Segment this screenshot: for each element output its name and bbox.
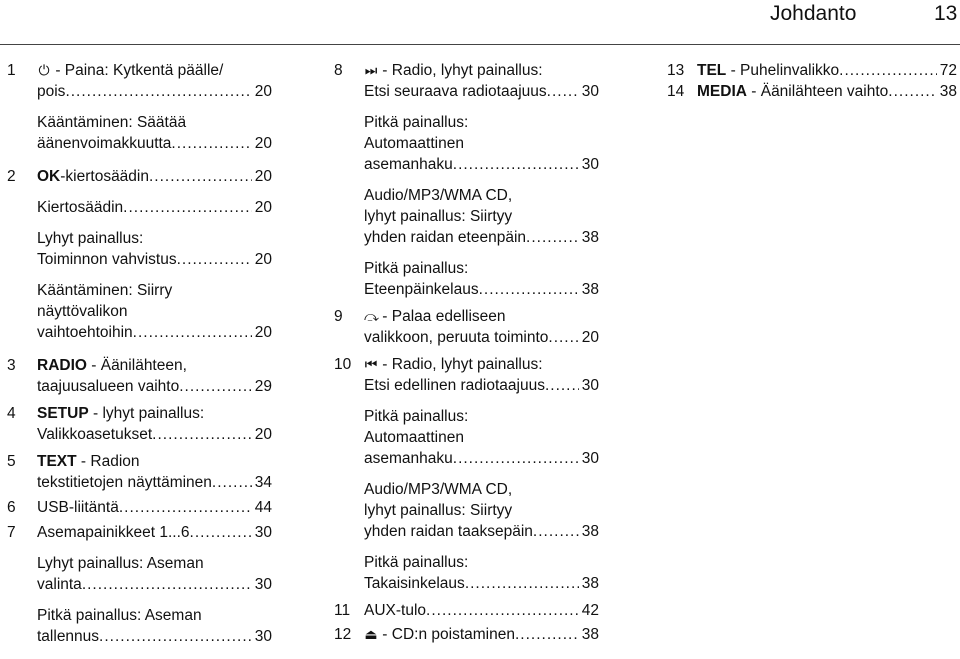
entry-number: 12 (334, 626, 352, 643)
entry-text: Asemapainikkeet 1...6 (37, 524, 190, 541)
page-ref: 38 (581, 281, 599, 298)
next-track-icon: ⏭ (364, 62, 378, 78)
index-entry-10 (334, 354, 599, 594)
back-icon: ⤼ (364, 308, 379, 324)
key-label: RADIO (37, 357, 87, 374)
page-ref: 30 (254, 524, 272, 541)
page-ref: 30 (581, 83, 599, 100)
entry-text: Toiminnon vahvistus (37, 251, 177, 268)
index-entry-12 (334, 624, 599, 645)
index-column-2 (334, 60, 599, 657)
entry-number: 2 (7, 168, 16, 185)
entry-text: - Palaa edelliseen (378, 308, 506, 325)
entry-number: 1 (7, 62, 16, 79)
entry-text: yhden raidan eteenpäin (364, 229, 527, 246)
header-rule (0, 44, 960, 45)
index-entry-5 (7, 451, 272, 493)
entry-text: - Äänilähteen, (86, 357, 187, 374)
entry-text: Lyhyt painallus: Aseman (37, 555, 204, 572)
entry-text: Pitkä painallus: (364, 408, 469, 425)
entry-text: asemanhaku (364, 450, 453, 467)
index-entry-2 (7, 166, 272, 343)
entry-text: Etsi edellinen radiotaajuus (364, 377, 545, 394)
entry-number: 8 (334, 62, 343, 79)
previous-track-icon: ⏮ (364, 356, 378, 372)
index-entry-13 (667, 60, 957, 81)
entry-text: pois (37, 83, 66, 100)
page-ref: 42 (581, 602, 599, 619)
entry-text: - Radion (76, 453, 140, 470)
entry-text: - Paina: Kytkentä päälle/ (55, 62, 224, 79)
eject-icon: ⏏ (364, 626, 378, 642)
key-label: TEXT (37, 453, 77, 470)
index-entry-14 (667, 81, 957, 102)
key-label: TEL (697, 62, 727, 79)
page-ref: 20 (254, 251, 272, 268)
page-ref: 38 (939, 83, 957, 100)
entry-number: 14 (667, 83, 685, 100)
entry-text: - lyhyt painallus: (88, 405, 205, 422)
entry-text: - CD:n poistaminen (378, 626, 515, 643)
entry-text: tallennus (37, 628, 100, 645)
entry-text: vaihtoehtoihin (37, 324, 133, 341)
page-ref: 20 (254, 426, 272, 443)
entry-text: Pitkä painallus: (364, 260, 469, 277)
entry-number: 3 (7, 357, 16, 374)
index-column-1 (7, 60, 272, 659)
entry-text: lyhyt painallus: Siirtyy (364, 208, 513, 225)
page-ref: 20 (581, 329, 599, 346)
entry-text: Lyhyt painallus: (37, 230, 144, 247)
entry-text: Audio/MP3/WMA CD, (364, 481, 513, 498)
entry-number: 5 (7, 453, 16, 470)
entry-text: valikkoon, peruuta toiminto (364, 329, 549, 346)
entry-number: 4 (7, 405, 16, 422)
entry-text: taajuusalueen vaihto (37, 378, 180, 395)
entry-number: 7 (7, 524, 16, 541)
entry-text: USB-liitäntä (37, 499, 119, 516)
entry-text: Pitkä painallus: (364, 554, 469, 571)
page-ref: 38 (581, 626, 599, 643)
page-ref: 38 (581, 523, 599, 540)
entry-number: 6 (7, 499, 16, 516)
entry-text: äänenvoimakkuutta (37, 135, 172, 152)
page-ref: 20 (254, 324, 272, 341)
entry-number: 13 (667, 62, 685, 79)
entry-text: -kiertosäädin (60, 168, 149, 185)
entry-text: näyttövalikon (37, 303, 128, 320)
page-ref: 20 (254, 199, 272, 216)
index-entry-3 (7, 355, 272, 397)
index-entry-9 (334, 306, 599, 348)
page-ref: 20 (254, 83, 272, 100)
page-ref: 38 (581, 575, 599, 592)
entry-text: Pitkä painallus: Aseman (37, 607, 202, 624)
page-ref: 20 (254, 168, 272, 185)
entry-text: Valikkoasetukset (37, 426, 153, 443)
page-ref: 34 (254, 474, 272, 491)
page-ref: 30 (581, 450, 599, 467)
entry-text: Kiertosäädin (37, 199, 124, 216)
key-label: OK (37, 168, 61, 185)
page-number: 13 (934, 2, 958, 25)
page-ref: 72 (939, 62, 957, 79)
page-ref: 29 (254, 378, 272, 395)
section-title: Johdanto (770, 2, 857, 25)
index-entry-8 (334, 60, 599, 300)
index-column-3 (667, 60, 957, 114)
entry-text: - Äänilähteen vaihto (746, 83, 889, 100)
entry-number: 9 (334, 308, 343, 325)
entry-text: valinta (37, 576, 82, 593)
entry-text: Eteenpäinkelaus (364, 281, 479, 298)
page-ref: 44 (254, 499, 272, 516)
entry-text: asemanhaku (364, 156, 453, 173)
entry-text: AUX-tulo (364, 602, 427, 619)
entry-text: Kääntäminen: Säätää (37, 114, 187, 131)
index-entry-11 (334, 600, 599, 621)
index-entry-1 (7, 60, 272, 154)
entry-text: - Radio, lyhyt painallus: (378, 62, 543, 79)
entry-text: tekstitietojen näyttäminen (37, 474, 212, 491)
power-icon: ⏻ (38, 62, 50, 78)
index-entry-7 (7, 522, 272, 647)
page-ref: 30 (254, 576, 272, 593)
entry-text: lyhyt painallus: Siirtyy (364, 502, 513, 519)
entry-text: Automaattinen (364, 429, 464, 446)
page-ref: 30 (581, 156, 599, 173)
page-ref: 38 (581, 229, 599, 246)
entry-text: Automaattinen (364, 135, 464, 152)
page-ref: 30 (581, 377, 599, 394)
entry-number: 11 (334, 602, 351, 619)
page-ref: 20 (254, 135, 272, 152)
entry-text: - Puhelinvalikko (726, 62, 840, 79)
entry-number: 10 (334, 356, 352, 373)
key-label: SETUP (37, 405, 89, 422)
entry-text: Takaisinkelaus (364, 575, 465, 592)
entry-text: Kääntäminen: Siirry (37, 282, 173, 299)
entry-text: - Radio, lyhyt painallus: (378, 356, 543, 373)
entry-text: Audio/MP3/WMA CD, (364, 187, 513, 204)
index-entry-4 (7, 403, 272, 445)
entry-text: yhden raidan taaksepäin (364, 523, 533, 540)
entry-text: Pitkä painallus: (364, 114, 469, 131)
index-entry-6 (7, 497, 272, 518)
key-label: MEDIA (697, 83, 747, 100)
entry-text: Etsi seuraava radiotaajuus (364, 83, 547, 100)
page-ref: 30 (254, 628, 272, 645)
